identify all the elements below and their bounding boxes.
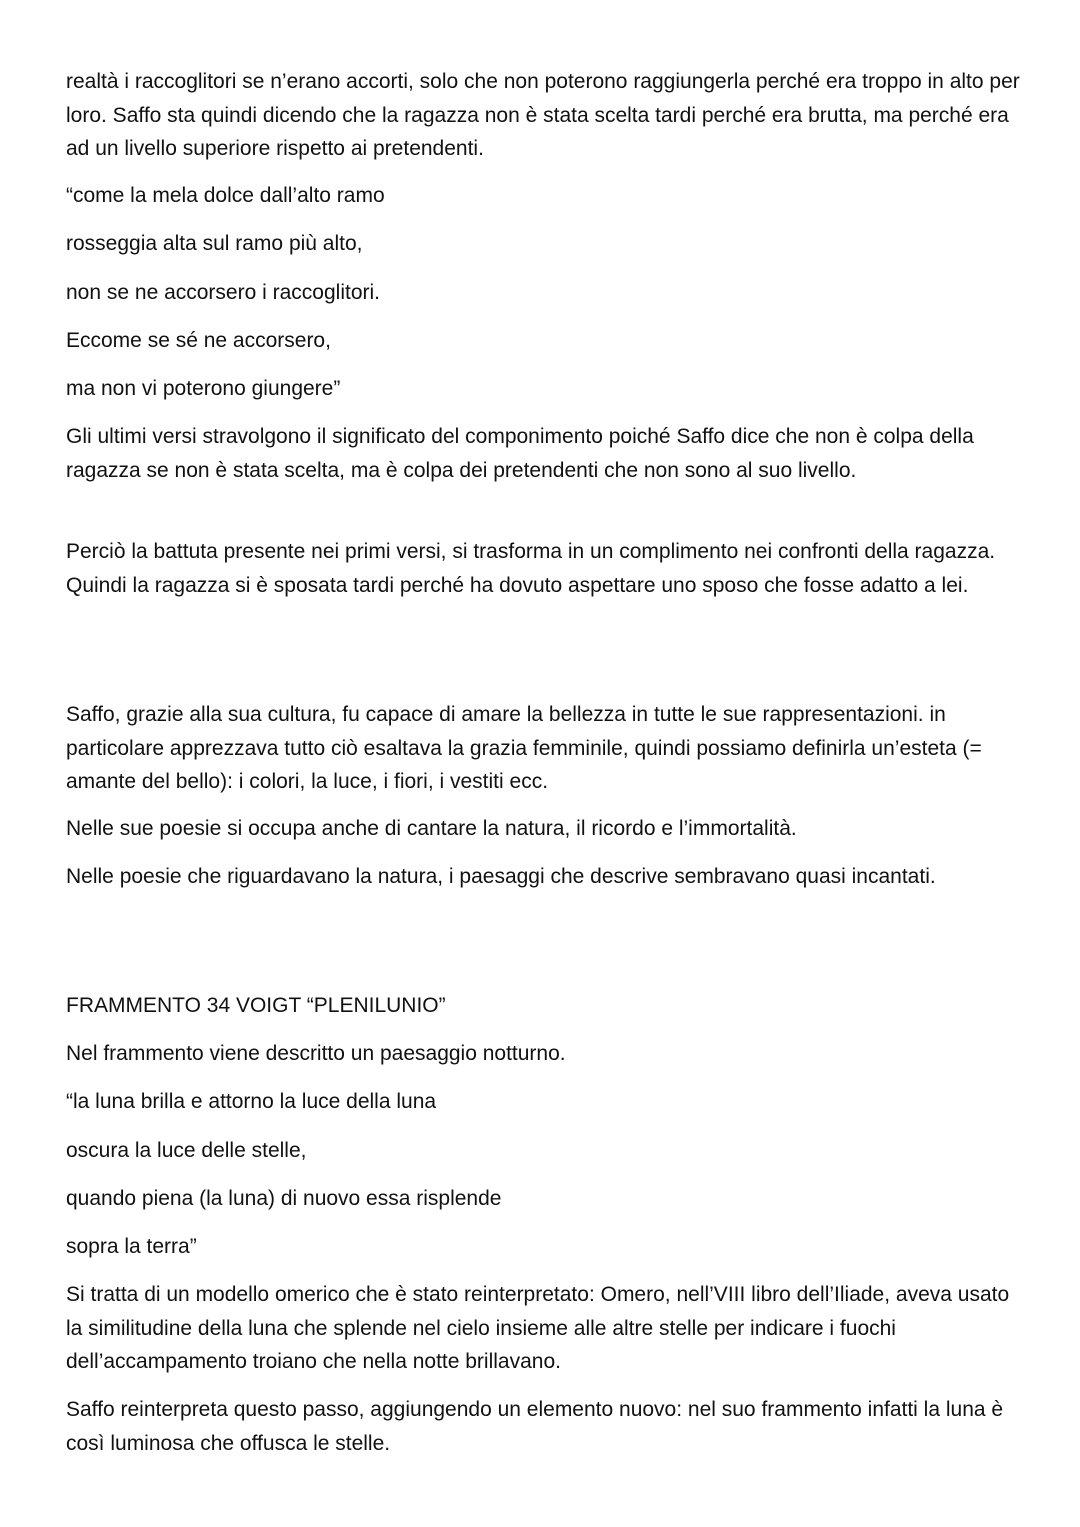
verse-line: “come la mela dolce dall’alto ramo [66, 184, 385, 207]
verse-line: “la luna brilla e attorno la luce della luna [66, 1090, 437, 1113]
verse-line: ma non vi poterono giungere” [66, 377, 341, 400]
verse-line: rosseggia alta sul ramo più alto, [66, 232, 363, 255]
paragraph: Saffo, grazie alla sua cultura, fu capace di amare la bellezza in tutte le sue rappresentazioni. in particolare apprezzava tutto ciò esaltava la grazia femminile, quindi possiamo definirla un’esteta (= amante del bello): i colori, la luce, i fiori, i vestiti ecc. [66, 703, 982, 793]
verse-line: Eccome se sé ne accorsero, [66, 329, 331, 352]
paragraph: Nelle sue poesie si occupa anche di cantare la natura, il ricordo e l’immortalità. [66, 817, 797, 840]
paragraph: Saffo reinterpreta questo passo, aggiungendo un elemento nuovo: nel suo frammento infatti la luna è così luminosa che offusca le stelle. [66, 1398, 1004, 1455]
document-page [66, 0, 1026, 1527]
paragraph-intro: realtà i raccoglitori se n’erano accorti, solo che non poterono raggiungerla perché era troppo in alto per loro. Saffo sta quindi dicendo che la ragazza non è stata scelta tardi perché era brutta, ma perché era ad un livello superiore rispetto ai pretendenti. [66, 70, 1020, 160]
paragraph: Perciò la battuta presente nei primi versi, si trasforma in un complimento nei confronti della ragazza. Quindi la ragazza si è sposata tardi perché ha dovuto aspettare uno sposo che fosse adatto a lei. [66, 540, 996, 597]
paragraph: Nel frammento viene descritto un paesaggio notturno. [66, 1042, 566, 1065]
verse-line: non se ne accorsero i raccoglitori. [66, 281, 380, 304]
verse-line: quando piena (la luna) di nuovo essa risplende [66, 1187, 502, 1210]
paragraph: Gli ultimi versi stravolgono il significato del componimento poiché Saffo dice che non è colpa della ragazza se non è stata scelta, ma è colpa dei pretendenti che non sono al suo livello. [66, 425, 974, 482]
paragraph: Nelle poesie che riguardavano la natura, i paesaggi che descrive sembravano quasi incantati. [66, 865, 936, 888]
verse-line: oscura la luce delle stelle, [66, 1139, 307, 1162]
verse-line: sopra la terra” [66, 1235, 197, 1258]
paragraph: Si tratta di un modello omerico che è stato reinterpretato: Omero, nell’VIII libro dell’Iliade, aveva usato la similitudine della luna che splende nel cielo insieme alle altre stelle per indicare i fuochi dell’accampamento troiano che nella notte brillavano. [66, 1283, 1010, 1373]
section-heading: FRAMMENTO 34 VOIGT “PLENILUNIO” [66, 994, 446, 1017]
